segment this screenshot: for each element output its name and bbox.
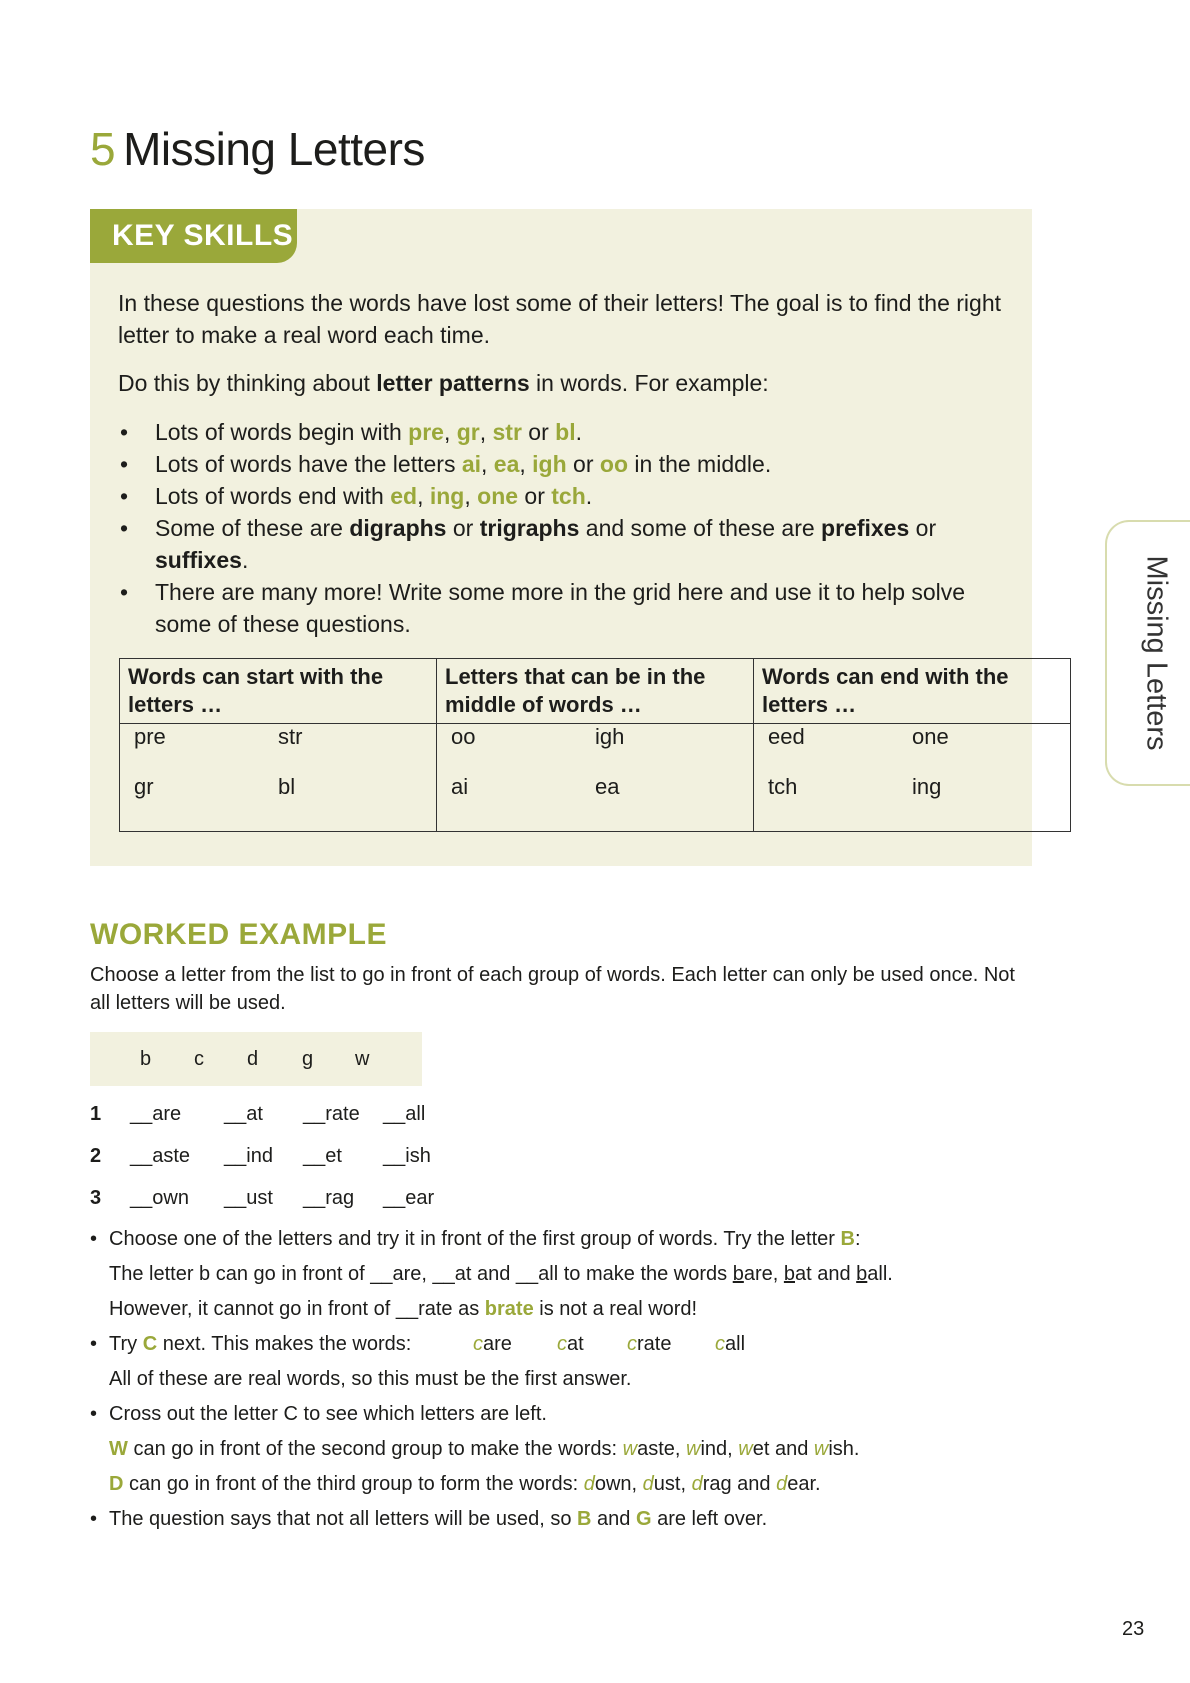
letter-patterns-term: letter patterns — [376, 370, 530, 396]
chapter-title: Missing Letters — [123, 123, 425, 175]
grid-header-start: Words can start with the letters … — [120, 659, 437, 724]
list-item: • Lots of words have the letters ai, ea, igh or oo in the middle. — [118, 448, 1008, 480]
letter-choice: b — [140, 1048, 152, 1070]
key-skills-list — [118, 416, 1008, 640]
worked-example-title: WORKED EXAMPLE — [90, 918, 388, 951]
letter-choices — [90, 1032, 422, 1086]
chapter-number: 5 — [90, 123, 116, 175]
page-title — [90, 122, 425, 176]
side-tab-label: Missing Letters — [1140, 555, 1173, 751]
letter-choice: c — [194, 1048, 204, 1070]
list-item: • There are many more! Write some more in the grid here and use it to help solve some of these questions. — [118, 576, 1008, 640]
letter-choice: w — [355, 1048, 370, 1070]
letter-pattern-grid — [119, 658, 1071, 832]
list-item: • Lots of words end with ed, ing, one or tch. — [118, 480, 1008, 512]
grid-header-middle: Letters that can be in the middle of words … — [437, 659, 754, 724]
section-side-tab — [1105, 520, 1190, 786]
list-item: • Some of these are digraphs or trigraphs and some of these are prefixes or suffixes. — [118, 512, 1008, 576]
letter-choice: g — [302, 1048, 314, 1070]
key-skills-tab: KEY SKILLS — [90, 209, 297, 263]
list-item: • Lots of words begin with pre, gr, str or bl. — [118, 416, 1008, 448]
page-number: 23 — [1122, 1618, 1145, 1640]
letter-choice: d — [247, 1048, 259, 1070]
table-row: gr bl ai ea tch ing — [120, 774, 1071, 832]
grid-header-end: Words can end with the letters … — [754, 659, 1071, 724]
worked-example-intro: Choose a letter from the list to go in front of each group of words. Each letter can only be used once. Not all letters will be used. — [90, 964, 1015, 1014]
table-row: pre str oo igh eed one — [120, 724, 1071, 774]
key-skills-intro: In these questions the words have lost some of their letters! The goal is to find the right letter to make a real word each time. — [118, 290, 1002, 348]
key-skills-para2: Do this by thinking about letter patterns in words. For example: — [118, 370, 769, 396]
